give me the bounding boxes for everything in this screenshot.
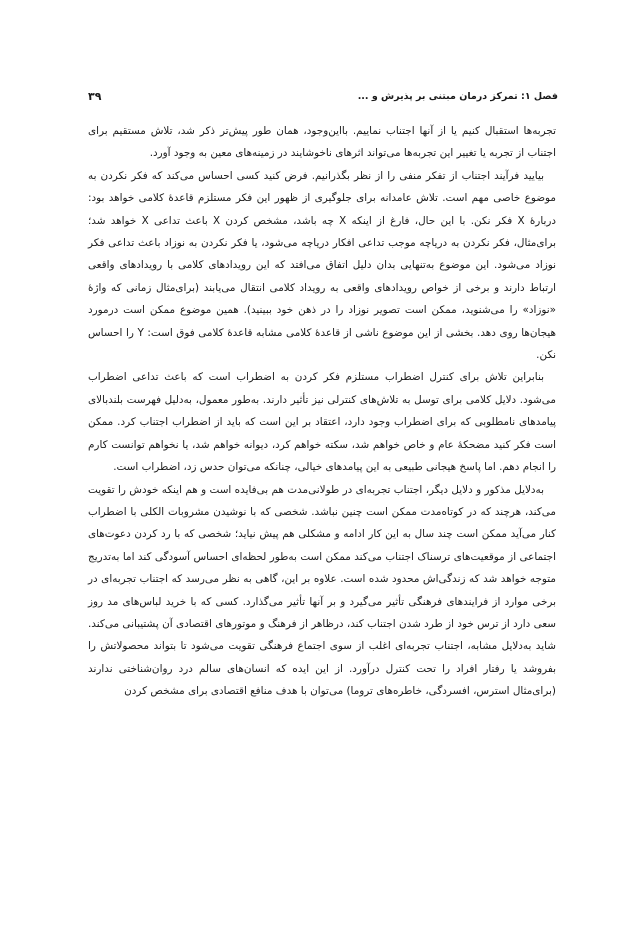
paragraph: بیایید فرآیند اجتناب از تفکر منفی را از نظر بگذرانیم. فرض کنید کسی احساس می‌کند که فکر نکردن به موضوع خاصی مهم است. تلاش عامدانه برای جلوگیری از ظهور این فکر مستلزم قاعدهٔ کلامی خواهد بود: دربارهٔ X فکر نکن. با این حال، فارغ از اینکه X چه باشد، مشخص کردن X باعث تداعی X خواهد شد؛ برای‌مثال، فکر نکردن به دریاچه موجب تداعی افکار دریاچه می‌شود، یا فکر نکردن به نوزاد باعث تداعی فکر نوزاد می‌شود. این موضوع به‌تنهایی بدان دلیل اتفاق می‌افتد که این رویدادهای کلامی با رویدادهای واقعی ارتباط دارند و برخی از خواص رویدادهای واقعی به رویداد کلامی انتقال می‌یابند (برای‌مثال زمانی که واژهٔ «نوزاد» را می‌شنوید، ممکن است تصویر نوزاد را در ذهن خود ببینید). همین موضوع ممکن است درمورد هیجان‌ها روی دهد. بخشی از این موضوع ناشی از قاعدهٔ کلامی مشابه قاعدهٔ کلامی فوق است: Y را احساس نکن. xyxy=(88,169,557,362)
page-number: ۳۹ xyxy=(88,90,102,103)
running-header xyxy=(88,88,558,106)
paragraph: به‌دلایل مذکور و دلایل دیگر، اجتناب تجربه‌ای در طولانی‌مدت هم بی‌فایده است و هم اینکه خودش را تقویت می‌کند، هرچند که در کوتاه‌مدت ممکن است چنین نباشد. شخصی که با نوشیدن مشروبات الکلی با اضطراب کنار می‌آید ممکن است چند سال به این کار ادامه و مشکلی هم پیش نیاید؛ شخصی که با رد کردن دعوت‌های اجتماعی از موقعیت‌های ترسناک اجتناب می‌کند ممکن است به‌طور لحظه‌ای احساس آسودگی کند اما به‌تدریج متوجه خواهد شد که زندگی‌اش محدود شده است. علاوه بر این، گاهی به نظر می‌رسد که اجتناب تجربه‌ای در برخی موارد از فرایندهای فرهنگی تأثیر می‌گیرد و بر آنها تأثیر می‌گذارد. کسی که با خرید لباس‌های مد روز سعی دارد از ترس خود از طرد شدن اجتناب کند، درظاهر از فرهنگ و موتورهای اقتصادی آن پشتیبانی می‌کند. شاید به‌دلایل مشابه، اجتناب تجربه‌ای اغلب از سوی اجتماع فرهنگی تقویت می‌شود تا بتواند محصولاتش را بفروشد یا رفتار افراد را تحت کنترل درآورد. از این ایده که انسان‌های سالم درد روان‌شناختی ندارند (برای‌مثال استرس، افسردگی، خاطره‌های تروما) می‌توان با هدف منافع اقتصادی برای مشخص کردن xyxy=(88,483,556,698)
paragraph: بنابراین تلاش برای کنترل اضطراب مستلزم فکر کردن به اضطراب است که باعث تداعی اضطراب می‌شود. دلایل کلامی برای توسل به تلاش‌های کنترلی نیز تأثیر دارند. به‌طور معمول، به‌دلیل فهرست بلندبالای پیامدهای نامطلوبی که برای اضطراب وجود دارد، اعتقاد بر این است که باید از اضطراب اجتناب کرد. ممکن است فکر کنید مضحکهٔ عام و خاص خواهم شد، سکته خواهم کرد، دیوانه خواهم شد، یا نخواهم توانست کارم را انجام دهم. اما پاسخ هیجانی طبیعی به این پیامدهای خیالی، چنانکه می‌توان حدس زد، اضطراب است. xyxy=(88,371,556,474)
chapter-title: فصل ۱: تمرکز درمان مبتنی بر پذیرش و ... xyxy=(357,91,558,102)
body-text xyxy=(88,120,556,703)
paragraph: تجربه‌ها استقبال کنیم یا از آنها اجتناب نماییم. بااین‌وجود، همان طور پیش‌تر ذکر شد، تلاش مستقیم برای اجتناب از تجربه یا تغییر این تجربه‌ها می‌تواند اثرهای ناخوشایند در زمینه‌های معین به وجود آورد. xyxy=(88,125,556,160)
